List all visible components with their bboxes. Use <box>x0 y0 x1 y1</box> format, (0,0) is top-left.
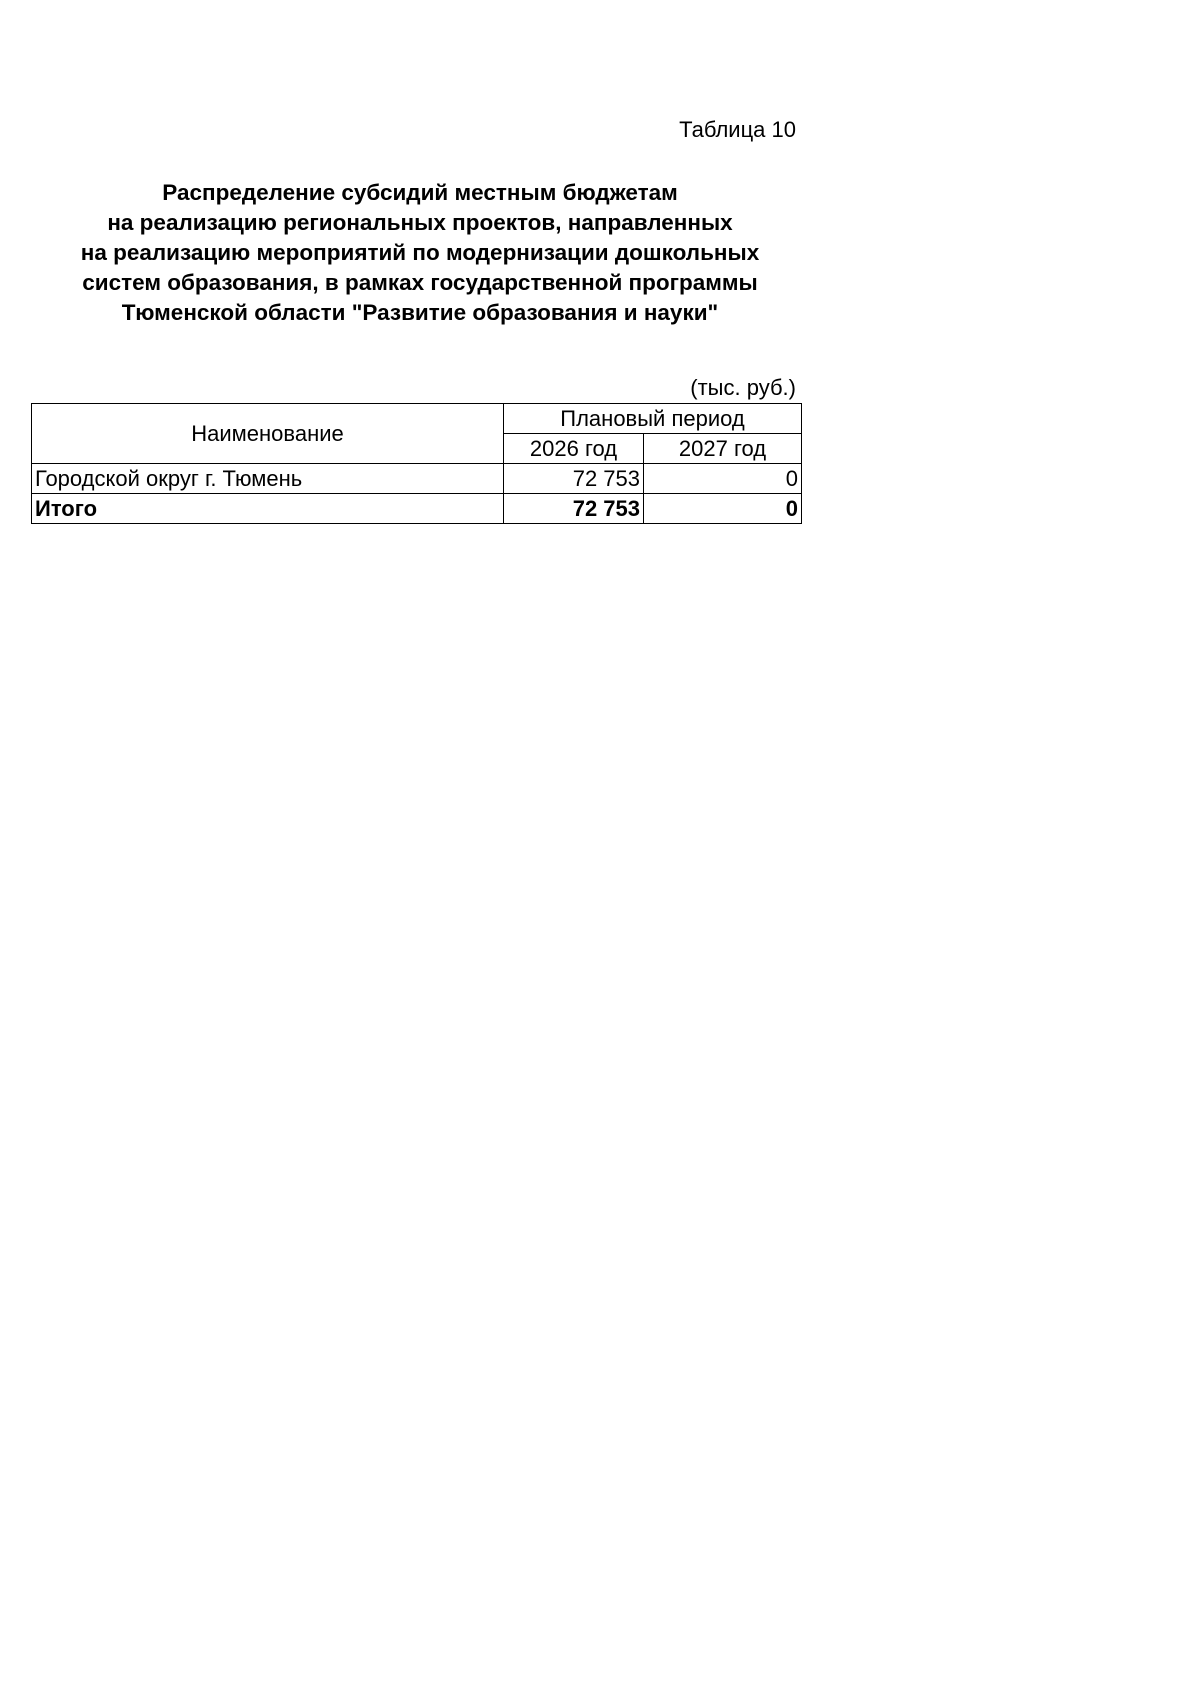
title-line: на реализацию мероприятий по модернизации дошкольных <box>80 240 760 265</box>
title-line: Тюменской области "Развитие образования и науки" <box>121 300 719 325</box>
title-line: на реализацию региональных проектов, направленных <box>107 210 733 235</box>
table-row <box>32 464 802 494</box>
title-line: Распределение субсидий местным бюджетам <box>162 180 678 205</box>
title-line: систем образования, в рамках государственной программы <box>82 270 758 295</box>
total-value-2027: 0 <box>644 494 802 524</box>
column-header-period: Плановый период <box>504 404 802 434</box>
table-total-row <box>32 494 802 524</box>
document-title <box>30 178 810 328</box>
units-label: (тыс. руб.) <box>690 375 796 400</box>
table-number: Таблица 10 <box>679 117 796 142</box>
column-header-year-2027: 2027 год <box>644 434 802 464</box>
column-header-year-2026: 2026 год <box>504 434 644 464</box>
row-value-2027: 0 <box>644 464 802 494</box>
total-value-2026: 72 753 <box>504 494 644 524</box>
column-header-name: Наименование <box>32 404 504 464</box>
row-name: Городской округ г. Тюмень <box>32 464 504 494</box>
subsidy-table <box>31 403 802 524</box>
row-value-2026: 72 753 <box>504 464 644 494</box>
table-header-row <box>32 404 802 434</box>
total-label: Итого <box>32 494 504 524</box>
